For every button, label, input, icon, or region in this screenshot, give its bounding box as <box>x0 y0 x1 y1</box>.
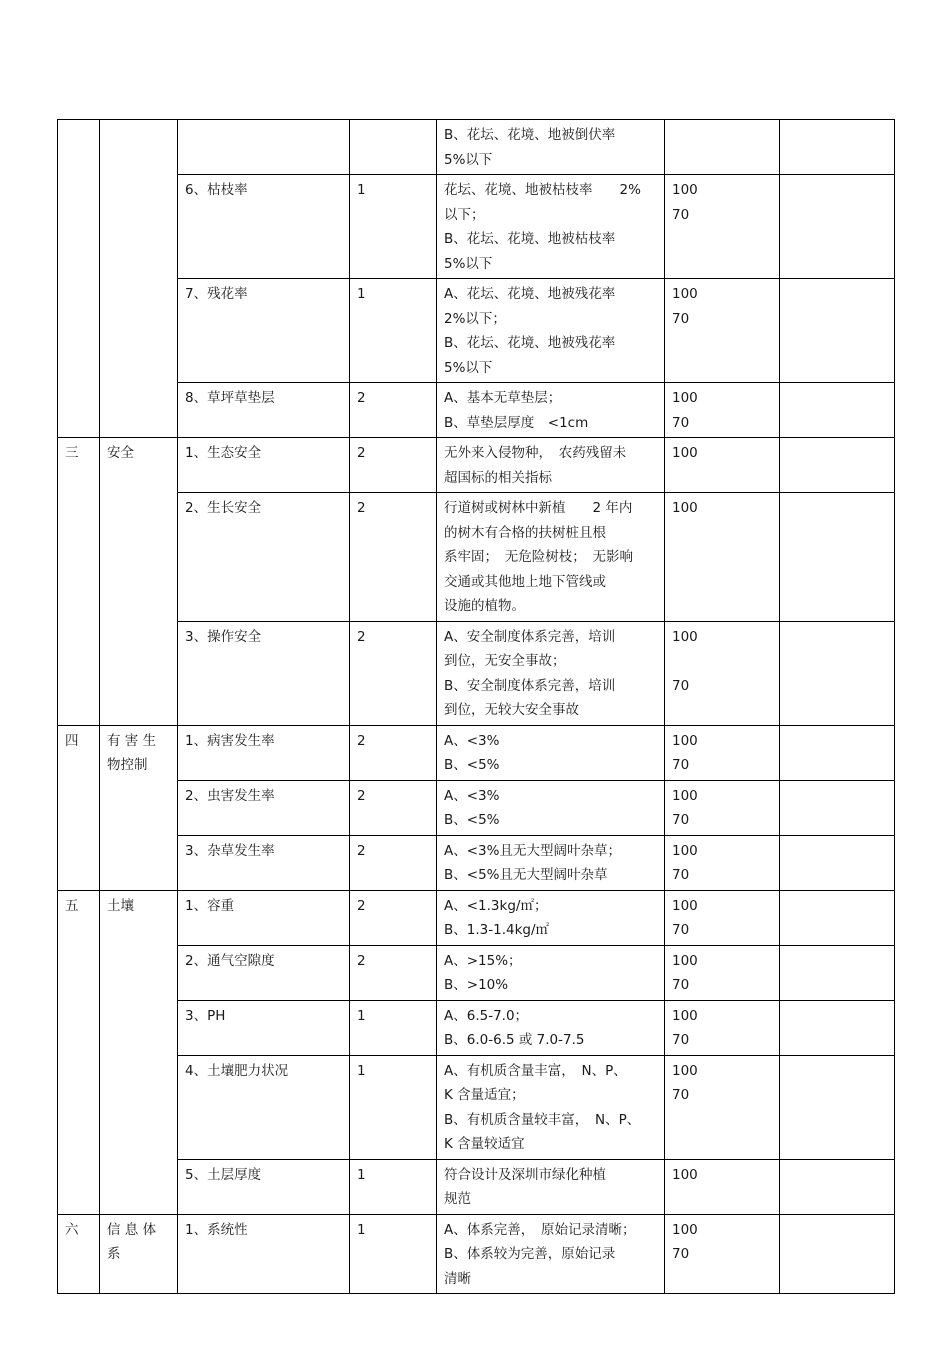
score-line: 100 <box>672 628 698 645</box>
standard-line: 以下； <box>444 206 485 223</box>
standard-cell <box>437 1055 665 1159</box>
remark-cell <box>780 945 895 1000</box>
score-line: 100 <box>672 445 698 461</box>
standard-line: B、花坛、花境、地被倒伏率 <box>444 127 616 143</box>
score-line: 100 <box>672 390 698 406</box>
table-row <box>58 890 895 945</box>
score-line: 100 <box>672 1062 698 1079</box>
standard-line: B、草垫层厚度 <1cm <box>444 414 589 431</box>
weight-cell: 2 <box>350 621 437 725</box>
standard-line: A、6.5-7.0； <box>444 1007 529 1024</box>
standard-cell <box>437 890 665 945</box>
table-row <box>58 1214 895 1294</box>
score-line: 70 <box>672 310 690 327</box>
score-cell <box>665 1000 780 1055</box>
table-row <box>58 780 895 835</box>
standard-line: B、花坛、花境、地被枯枝率 <box>444 231 616 247</box>
score-line: 70 <box>672 206 690 223</box>
standard-line: A、<3% <box>444 787 500 804</box>
standard-line: B、体系较为完善，原始记录 <box>444 1246 616 1262</box>
weight-cell: 1 <box>350 1214 437 1294</box>
item-cell: 1、系统性 <box>178 1214 350 1294</box>
score-cell <box>665 890 780 945</box>
score-cell <box>665 621 780 725</box>
weight-cell: 1 <box>350 175 437 279</box>
score-line: 100 <box>672 1007 698 1024</box>
standard-cell <box>437 120 665 175</box>
table-row <box>58 1159 895 1214</box>
table-row <box>58 175 895 279</box>
standard-line: 超国标的相关指标 <box>444 469 552 486</box>
score-line: 70 <box>672 1087 690 1103</box>
standard-cell <box>437 1000 665 1055</box>
item-cell: 1、容重 <box>178 890 350 945</box>
score-line: 70 <box>672 414 690 431</box>
weight-cell: 2 <box>350 438 437 493</box>
score-cell <box>665 835 780 890</box>
weight-cell: 2 <box>350 835 437 890</box>
standard-cell <box>437 835 665 890</box>
section-name-cell <box>100 1214 178 1294</box>
remark-cell <box>780 1055 895 1159</box>
standard-line: B、<5% <box>444 757 500 773</box>
standard-line: B、6.0-6.5 或 7.0-7.5 <box>444 1032 585 1048</box>
remark-cell <box>780 1214 895 1294</box>
score-cell <box>665 945 780 1000</box>
score-cell <box>665 780 780 835</box>
standard-line: 无外来入侵物种， 农药残留未 <box>444 445 627 461</box>
score-line: 100 <box>672 952 698 969</box>
item-cell: 3、杂草发生率 <box>178 835 350 890</box>
score-line: 100 <box>672 732 698 749</box>
standard-line: 交通或其他地上地下管线或 <box>444 573 606 590</box>
standard-line: 的树木有合格的扶树桩且根 <box>444 524 606 541</box>
item-cell <box>178 120 350 175</box>
standard-line: B、>10% <box>444 977 509 993</box>
remark-cell <box>780 438 895 493</box>
score-line: 70 <box>672 977 690 993</box>
section-name-cell <box>100 725 178 890</box>
section-name-cell <box>100 120 178 438</box>
score-cell <box>665 725 780 780</box>
weight-cell: 1 <box>350 1055 437 1159</box>
standard-cell <box>437 493 665 622</box>
remark-cell <box>780 279 895 383</box>
table-row <box>58 438 895 493</box>
standard-line: 5%以下 <box>444 255 493 272</box>
table-row <box>58 725 895 780</box>
score-cell <box>665 1055 780 1159</box>
standard-line: B、有机质含量较丰富， N、P、 <box>444 1111 641 1128</box>
remark-cell <box>780 780 895 835</box>
standard-cell <box>437 621 665 725</box>
item-cell: 2、虫害发生率 <box>178 780 350 835</box>
standard-line: 设施的植物。 <box>444 598 525 614</box>
score-line: 100 <box>672 842 698 859</box>
weight-cell: 1 <box>350 1000 437 1055</box>
standard-cell <box>437 945 665 1000</box>
standard-line: 到位，无安全事故； <box>444 653 566 669</box>
score-line: 70 <box>672 922 690 938</box>
score-cell <box>665 1214 780 1294</box>
standard-line: K 含量适宜； <box>444 1087 525 1103</box>
standard-cell <box>437 383 665 438</box>
standard-cell <box>437 725 665 780</box>
remark-cell <box>780 493 895 622</box>
score-line: 100 <box>672 500 698 516</box>
item-cell: 5、土层厚度 <box>178 1159 350 1214</box>
score-line: 100 <box>672 897 698 914</box>
score-line: 100 <box>672 286 698 302</box>
standard-line: 花坛、花境、地被枯枝率 2% <box>444 182 641 198</box>
score-cell <box>665 120 780 175</box>
score-line: 70 <box>672 1032 690 1048</box>
remark-cell <box>780 725 895 780</box>
score-line: 70 <box>672 1246 690 1262</box>
score-line: 70 <box>672 867 690 883</box>
standard-cell <box>437 1159 665 1214</box>
section-name-line: 系 <box>107 1246 121 1262</box>
standard-line: A、有机质含量丰富， N、P、 <box>444 1062 627 1079</box>
standard-line: A、<3%且无大型阔叶杂草； <box>444 842 621 859</box>
section-name-line: 安全 <box>107 445 134 461</box>
score-cell <box>665 175 780 279</box>
standard-line: 规范 <box>444 1191 471 1207</box>
score-line: 100 <box>672 1221 698 1238</box>
table-row <box>58 621 895 725</box>
score-line: 100 <box>672 1166 698 1183</box>
standard-line: A、安全制度体系完善，培训 <box>444 628 616 645</box>
section-name-cell <box>100 438 178 726</box>
item-cell: 6、枯枝率 <box>178 175 350 279</box>
section-name-line: 土壤 <box>107 897 134 914</box>
section-number-cell: 四 <box>58 725 100 890</box>
weight-cell: 2 <box>350 725 437 780</box>
standard-line: 到位，无较大安全事故 <box>444 702 579 718</box>
standard-cell <box>437 279 665 383</box>
standard-line: 5%以下 <box>444 359 493 376</box>
table-row <box>58 1000 895 1055</box>
standard-line: A、花坛、花境、地被残花率 <box>444 286 616 302</box>
standard-line: A、基本无草垫层； <box>444 390 562 406</box>
standard-line: B、花坛、花境、地被残花率 <box>444 335 616 351</box>
remark-cell <box>780 1000 895 1055</box>
remark-cell <box>780 621 895 725</box>
section-number-cell: 三 <box>58 438 100 726</box>
score-cell <box>665 1159 780 1214</box>
standard-line: B、安全制度体系完善，培训 <box>444 677 616 694</box>
item-cell: 3、操作安全 <box>178 621 350 725</box>
remark-cell <box>780 120 895 175</box>
remark-cell <box>780 835 895 890</box>
standard-line: 5%以下 <box>444 151 493 168</box>
score-cell <box>665 493 780 622</box>
standard-cell <box>437 438 665 493</box>
section-name-cell <box>100 890 178 1214</box>
weight-cell: 2 <box>350 890 437 945</box>
table-row <box>58 493 895 622</box>
score-line: 100 <box>672 787 698 804</box>
item-cell: 2、生长安全 <box>178 493 350 622</box>
standard-line: B、<5%且无大型阔叶杂草 <box>444 867 608 883</box>
weight-cell: 1 <box>350 279 437 383</box>
score-line: 70 <box>672 812 690 828</box>
score-line: 70 <box>672 678 690 694</box>
score-cell <box>665 383 780 438</box>
standard-line: A、<3% <box>444 732 500 749</box>
item-cell: 1、病害发生率 <box>178 725 350 780</box>
standard-line: 行道树或树林中新植 2 年内 <box>444 500 633 516</box>
table-row <box>58 1055 895 1159</box>
standard-line: 系牢固； 无危险树枝； 无影响 <box>444 549 633 565</box>
weight-cell: 2 <box>350 780 437 835</box>
score-cell <box>665 279 780 383</box>
remark-cell <box>780 383 895 438</box>
section-number-cell: 六 <box>58 1214 100 1294</box>
weight-cell: 2 <box>350 383 437 438</box>
item-cell: 4、土壤肥力状况 <box>178 1055 350 1159</box>
weight-cell <box>350 120 437 175</box>
section-name-line: 信 息 体 <box>107 1221 157 1238</box>
table-row <box>58 120 895 175</box>
standard-line: A、体系完善， 原始记录清晰； <box>444 1221 636 1238</box>
standard-cell <box>437 175 665 279</box>
section-name-line: 物控制 <box>107 757 148 773</box>
score-line: 100 <box>672 182 698 198</box>
remark-cell <box>780 1159 895 1214</box>
table-row <box>58 383 895 438</box>
standard-line: B、<5% <box>444 812 500 828</box>
standard-line: B、1.3-1.4kg/㎡ <box>444 922 550 938</box>
score-cell <box>665 438 780 493</box>
standard-line: A、>15%； <box>444 952 522 969</box>
standard-line: 清晰 <box>444 1270 471 1287</box>
table-row <box>58 835 895 890</box>
item-cell: 1、生态安全 <box>178 438 350 493</box>
weight-cell: 1 <box>350 1159 437 1214</box>
section-number-cell <box>58 120 100 438</box>
section-name-line: 有 害 生 <box>107 732 157 749</box>
score-line: 70 <box>672 757 690 773</box>
item-cell: 3、PH <box>178 1000 350 1055</box>
item-cell: 7、残花率 <box>178 279 350 383</box>
table-row <box>58 279 895 383</box>
evaluation-table <box>57 119 895 1294</box>
table-row <box>58 945 895 1000</box>
standard-cell <box>437 780 665 835</box>
remark-cell <box>780 175 895 279</box>
item-cell: 8、草坪草垫层 <box>178 383 350 438</box>
item-cell: 2、通气空隙度 <box>178 945 350 1000</box>
weight-cell: 2 <box>350 945 437 1000</box>
standard-cell <box>437 1214 665 1294</box>
section-number-cell: 五 <box>58 890 100 1214</box>
standard-line: 符合设计及深圳市绿化种植 <box>444 1166 606 1183</box>
standard-line: K 含量较适宜 <box>444 1136 525 1152</box>
weight-cell: 2 <box>350 493 437 622</box>
remark-cell <box>780 890 895 945</box>
standard-line: A、<1.3kg/㎡； <box>444 897 548 914</box>
standard-line: 2%以下； <box>444 310 506 327</box>
